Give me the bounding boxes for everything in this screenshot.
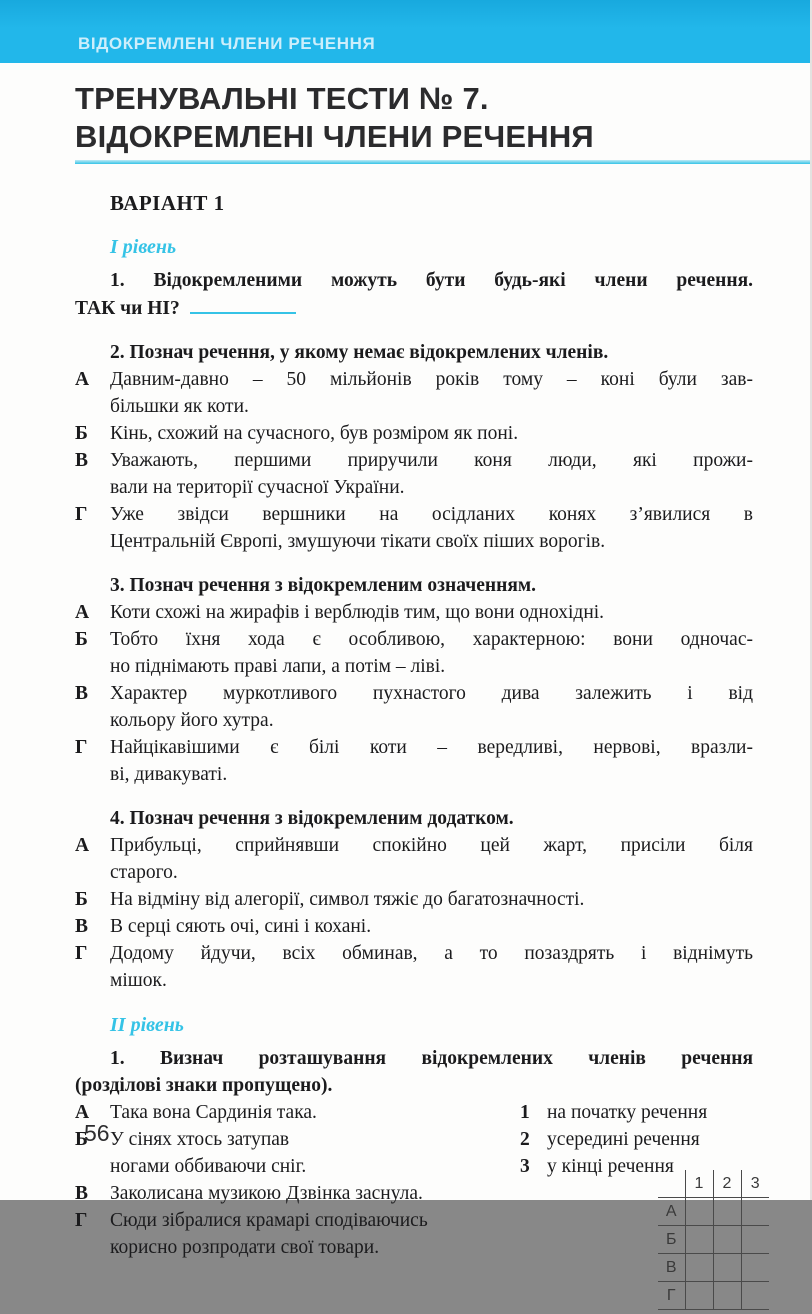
level2-option-v (75, 1180, 525, 1207)
question-4-option-a (75, 832, 753, 886)
answer-grid-row-b (658, 1226, 769, 1254)
answer-grid-cell (741, 1198, 769, 1226)
question-2-heading: 2. Познач речення, у якому немає відокремлених членів. (110, 342, 609, 363)
answer-grid-cell (741, 1254, 769, 1282)
option-text: Прибульці, сприйнявши спокійно цей жарт, присіли біля старого. (110, 835, 753, 883)
question-2-option-g (75, 501, 753, 555)
answer-grid-row-label: В (658, 1254, 685, 1282)
answer-grid-table (658, 1170, 769, 1310)
option-text: Тобто їхня хода є особливою, характерною: вони одночас- но піднімають праві лапи, а потім – ліві. (110, 629, 753, 677)
level2-option-a (75, 1099, 525, 1126)
question-3-option-v (75, 680, 753, 734)
option-text: Заколисана музикою Дзвінка заснула. (110, 1183, 423, 1204)
option-letter: В (75, 916, 89, 937)
option-text: Додому йдучи, всіх обминав, а то позаздрять і віднімуть мішок. (110, 943, 753, 991)
answer-grid-cell (713, 1282, 741, 1310)
position-text: усередині речення (547, 1129, 700, 1150)
option-text: Уже звідси вершники на осідланих конях з’явилися в Центральній Європі, змушуючи тікати своїх піших ворогів. (110, 504, 753, 552)
option-letter: А (75, 1102, 90, 1123)
option-letter: Г (75, 943, 88, 964)
option-letter: Б (75, 423, 88, 444)
chapter-header-banner (0, 0, 810, 63)
answer-grid-cell (685, 1226, 713, 1254)
question-3-option-g (75, 734, 753, 788)
matching-area (75, 1099, 760, 1314)
option-letter: А (75, 835, 90, 856)
option-letter: В (75, 450, 89, 471)
matching-positions (520, 1099, 707, 1180)
option-letter: А (75, 602, 90, 623)
question-3-option-a (75, 599, 753, 626)
page-number: 56 (84, 1120, 110, 1146)
page-content (75, 80, 760, 1314)
option-text: Кінь, схожий на сучасного, був розміром як поні. (110, 423, 519, 444)
answer-grid-cell (741, 1226, 769, 1254)
variant-heading: ВАРІАНТ 1 (110, 191, 225, 215)
question-3-heading: 3. Познач речення з відокремленим означенням. (110, 575, 537, 596)
option-text: Така вона Сардинія така. (110, 1102, 317, 1123)
answer-grid-row-v (658, 1254, 769, 1282)
question-4 (75, 805, 753, 994)
answer-grid-row-label: Б (658, 1226, 685, 1254)
option-text: На відміну від алегорії, символ тяжіє до багатозначності. (110, 889, 585, 910)
position-text: у кінці речення (547, 1156, 674, 1177)
answer-grid-cell (713, 1198, 741, 1226)
question-2-option-b (75, 420, 753, 447)
answer-grid-row-label: Г (658, 1282, 685, 1310)
question-1-text: 1. Відокремленими можуть бути будь-які члени речення. (110, 270, 753, 291)
level2-label: ІІ рівень (110, 1014, 184, 1036)
answer-grid-cell (685, 1198, 713, 1226)
option-text: У сінях хтось затупав ногами оббиваючи сніг. (110, 1129, 307, 1177)
question-4-option-b (75, 886, 753, 913)
option-text: Характер муркотливого пухнастого дива залежить і від кольору його хутра. (110, 683, 753, 731)
option-letter: В (75, 683, 89, 704)
option-letter: Г (75, 737, 88, 758)
level2-question-1-heading-line1: 1. Визнач розташування відокремлених членів речення (110, 1048, 753, 1069)
option-letter: Б (75, 629, 88, 650)
option-letter: В (75, 1183, 89, 1204)
question-1-yesno-label: ТАК чи НІ? (75, 298, 180, 319)
answer-grid-cell (685, 1282, 713, 1310)
answer-grid-col-header: 1 (685, 1170, 713, 1198)
answer-blank-line (190, 294, 296, 314)
position-number: 1 (520, 1102, 530, 1123)
page-title-line2: ВІДОКРЕМЛЕНІ ЧЛЕНИ РЕЧЕННЯ (75, 119, 594, 154)
level2-question-1-heading-line2: (розділові знаки пропущено). (75, 1075, 333, 1096)
chapter-header-label: ВІДОКРЕМЛЕНІ ЧЛЕНИ РЕЧЕННЯ (78, 34, 376, 53)
answer-grid-row-g (658, 1282, 769, 1310)
answer-grid-col-header: 3 (741, 1170, 769, 1198)
answer-grid-cell (713, 1254, 741, 1282)
position-number: 2 (520, 1129, 530, 1150)
page-title-line1: ТРЕНУВАЛЬНІ ТЕСТИ № 7. (75, 81, 489, 116)
level2-question-1 (75, 1045, 760, 1314)
title-divider-rule (75, 160, 810, 164)
position-text: на початку речення (547, 1102, 708, 1123)
question-1 (75, 267, 753, 322)
answer-grid-row-label: А (658, 1198, 685, 1226)
answer-grid-col-header: 2 (713, 1170, 741, 1198)
option-letter: Г (75, 504, 88, 525)
level1-label: І рівень (110, 236, 177, 258)
question-4-option-v (75, 913, 753, 940)
matching-sentences (75, 1099, 525, 1261)
level2-option-b (75, 1126, 525, 1180)
answer-grid-header-row (658, 1170, 769, 1198)
option-letter: А (75, 369, 90, 390)
question-4-heading: 4. Познач речення з відокремленим додатком. (110, 808, 514, 829)
option-text: В серці сяють очі, сині і кохані. (110, 916, 372, 937)
level2-option-g (75, 1207, 525, 1261)
option-letter: Б (75, 1129, 88, 1150)
answer-grid-cell (741, 1282, 769, 1310)
question-2-option-v (75, 447, 753, 501)
answer-grid-cell (713, 1226, 741, 1254)
option-text: Коти схожі на жирафів і верблюдів тим, що вони однохідні. (110, 602, 605, 623)
position-item-2 (520, 1126, 707, 1153)
answer-grid-cell (685, 1254, 713, 1282)
option-letter: Б (75, 889, 88, 910)
option-text: Найцікавішими є білі коти – вередливі, нервові, вразли- ві, дивакуваті. (110, 737, 753, 785)
question-3 (75, 572, 753, 788)
option-letter: Г (75, 1210, 88, 1231)
position-number: 3 (520, 1156, 530, 1177)
option-text: Давним-давно – 50 мільйонів років тому – коні були зав- більшки як коти. (110, 369, 753, 417)
answer-grid-corner-cell (658, 1170, 685, 1198)
page-title (75, 80, 753, 156)
option-text: Сюди зібралися крамарі сподіваючись корисно розпродати свої товари. (110, 1210, 428, 1258)
answer-grid-row-a (658, 1198, 769, 1226)
question-3-option-b (75, 626, 753, 680)
question-4-option-g (75, 940, 753, 994)
question-2-option-a (75, 366, 753, 420)
question-2 (75, 339, 753, 555)
position-item-1 (520, 1099, 707, 1126)
option-text: Уважають, першими приручили коня люди, які прожи- вали на території сучасної України. (110, 450, 753, 498)
